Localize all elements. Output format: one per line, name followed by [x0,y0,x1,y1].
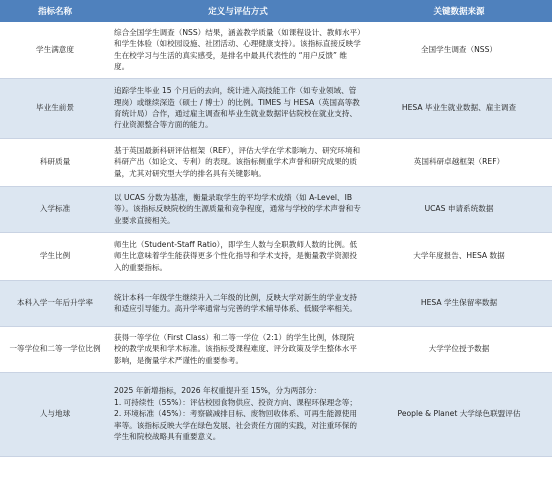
indicator-source: 英国科研卓越框架（REF） [366,138,552,186]
table-row [0,280,552,326]
indicator-definition: 追踪学生毕业 15 个月后的去向，统计进入高技能工作（如专业领域、管理岗）或继续深造（硕士 / 博士）的比例。TIMES 与 HESA（英国高等教育统计局）合作，通过雇主调查和毕业生就业数据评估院校在就业支持、行业资源整合等方面的能力。 [110,78,366,138]
table-row [0,138,552,186]
table-row [0,326,552,372]
table-row [0,22,552,78]
indicator-source: HESA 学生保留率数据 [366,280,552,326]
indicator-definition: 以 UCAS 分数为基准，衡量录取学生的平均学术成绩（如 A-Level、IB 等）。该指标反映院校的生源质量和竞争程度，通常与学校的学术声誉和专业要求直接相关。 [110,186,366,232]
indicator-name: 入学标准 [0,186,110,232]
indicator-name: 毕业生前景 [0,78,110,138]
indicator-definition: 师生比（Student-Staff Ratio），即学生人数与全职教师人数的比例。低师生比意味着学生能获得更多个性化指导和学术支持，是衡量教学资源投入的重要指标。 [110,232,366,280]
indicator-name: 本科入学一年后升学率 [0,280,110,326]
indicator-name: 一等学位和二等一学位比例 [0,326,110,372]
indicator-definition: 获得一等学位（First Class）和二等一学位（2:1）的学生比例，体现院校的教学成果和学术标准。该指标受课程难度、评分政策及学生整体水平影响，是衡量学术严谨性的重要参考。 [110,326,366,372]
indicator-source: HESA 毕业生就业数据、雇主调查 [366,78,552,138]
indicator-name: 科研质量 [0,138,110,186]
indicator-definition: 综合全国学生调查（NSS）结果，涵盖教学质量（如课程设计、教师水平）和学生体验（如校园设施、社团活动、心理健康支持）。该指标直接反映学生在校学习与生活的真实感受，是排名中最具代表性的 “用户反馈” 维度。 [110,22,366,78]
indicator-definition: 2025 年新增指标，2026 年权重提升至 15%，分为两部分： 1. 可持续性（55%）：评估校园食物供应、投资方向、课程环保理念等； 2. 环境标准（45%）：考察碳减排目标、废物回收体系、可再生能源使用率等。该指标反映大学在绿色发展、社会责任方面的实践，对注重环保的学生和院校战略具有重要意义。 [110,372,366,456]
table-row [0,372,552,456]
indicator-definition: 统计本科一年级学生继续升入二年级的比例，反映大学对新生的学业支持和适应引导能力。高升学率通常与完善的学术辅导体系、低辍学率相关。 [110,280,366,326]
indicator-source: 大学年度报告、HESA 数据 [366,232,552,280]
table-row [0,78,552,138]
table-header-row [0,0,552,22]
indicator-source: 大学学位授予数据 [366,326,552,372]
indicator-source: UCAS 申请系统数据 [366,186,552,232]
indicator-name: 人与地球 [0,372,110,456]
indicator-source: People & Planet 大学绿色联盟评估 [366,372,552,456]
indicator-definition: 基于英国最新科研评估框架（REF），评估大学在学术影响力、研究环境和科研产出（如论文、专利）的表现。该指标侧重学术声誉和研究成果的质量，尤其对研究型大学的排名具有关键影响。 [110,138,366,186]
table-row [0,186,552,232]
header-definition: 定义与评估方式 [110,0,366,22]
indicator-name: 学生比例 [0,232,110,280]
header-data-source: 关键数据来源 [366,0,552,22]
indicator-source: 全国学生调查（NSS） [366,22,552,78]
table-row [0,232,552,280]
indicator-name: 学生满意度 [0,22,110,78]
header-indicator-name: 指标名称 [0,0,110,22]
